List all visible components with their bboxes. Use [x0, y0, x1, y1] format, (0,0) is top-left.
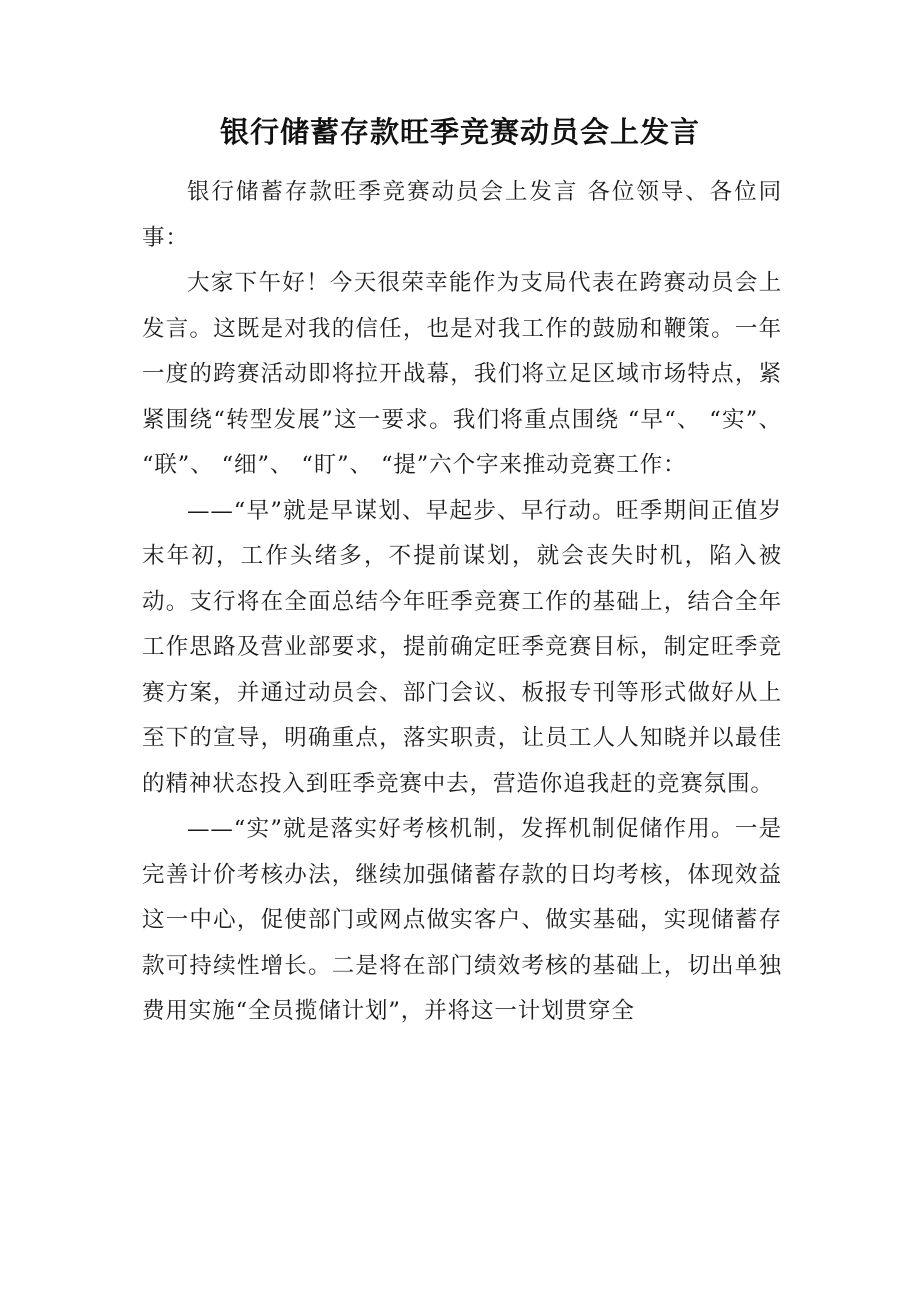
document-body [142, 170, 782, 1035]
document-title: 银行储蓄存款旺季竞赛动员会上发言 [219, 115, 700, 149]
paragraph-shi: ——“实”就是落实好考核机制，发挥机制促储作用。一是完善计价考核办法，继续加强储蓄存款的日均考核，体现效益这一中心，促使部门或网点做实客户、做实基础，实现储蓄存款可持续性增长。二是将在部门绩效考核的基础上，切出单独费用实施“全员揽储计划”，并将这一计划贯穿全 [142, 816, 782, 1024]
paragraph-intro: 大家下午好！今天很荣幸能作为支局代表在跨赛动员会上发言。这既是对我的信任，也是对我工作的鼓励和鞭策。一年一度的跨赛活动即将拉开战幕，我们将立足区域市场特点，紧紧围绕“转型发展”这一要求。我们将重点围绕 “早“、 “实”、 “联”、 “细”、 “盯”、 “提”六个字来推动竞赛工作： [142, 270, 782, 478]
paragraph-greeting: 银行储蓄存款旺季竞赛动员会上发言 各位领导、各位同事： [142, 179, 782, 251]
paragraph-zao: ——“早”就是早谋划、早起步、早行动。旺季期间正值岁末年初，工作头绪多，不提前谋划，就会丧失时机，陷入被动。支行将在全面总结今年旺季竞赛工作的基础上，结合全年工作思路及营业部要求，提前确定旺季竞赛目标，制定旺季竞赛方案，并通过动员会、部门会议、板报专刊等形式做好从上至下的宣导，明确重点，落实职责，让员工人人知晓并以最佳的精神状态投入到旺季竞赛中去，营造你追我赶的竞赛氛围。 [142, 497, 782, 797]
